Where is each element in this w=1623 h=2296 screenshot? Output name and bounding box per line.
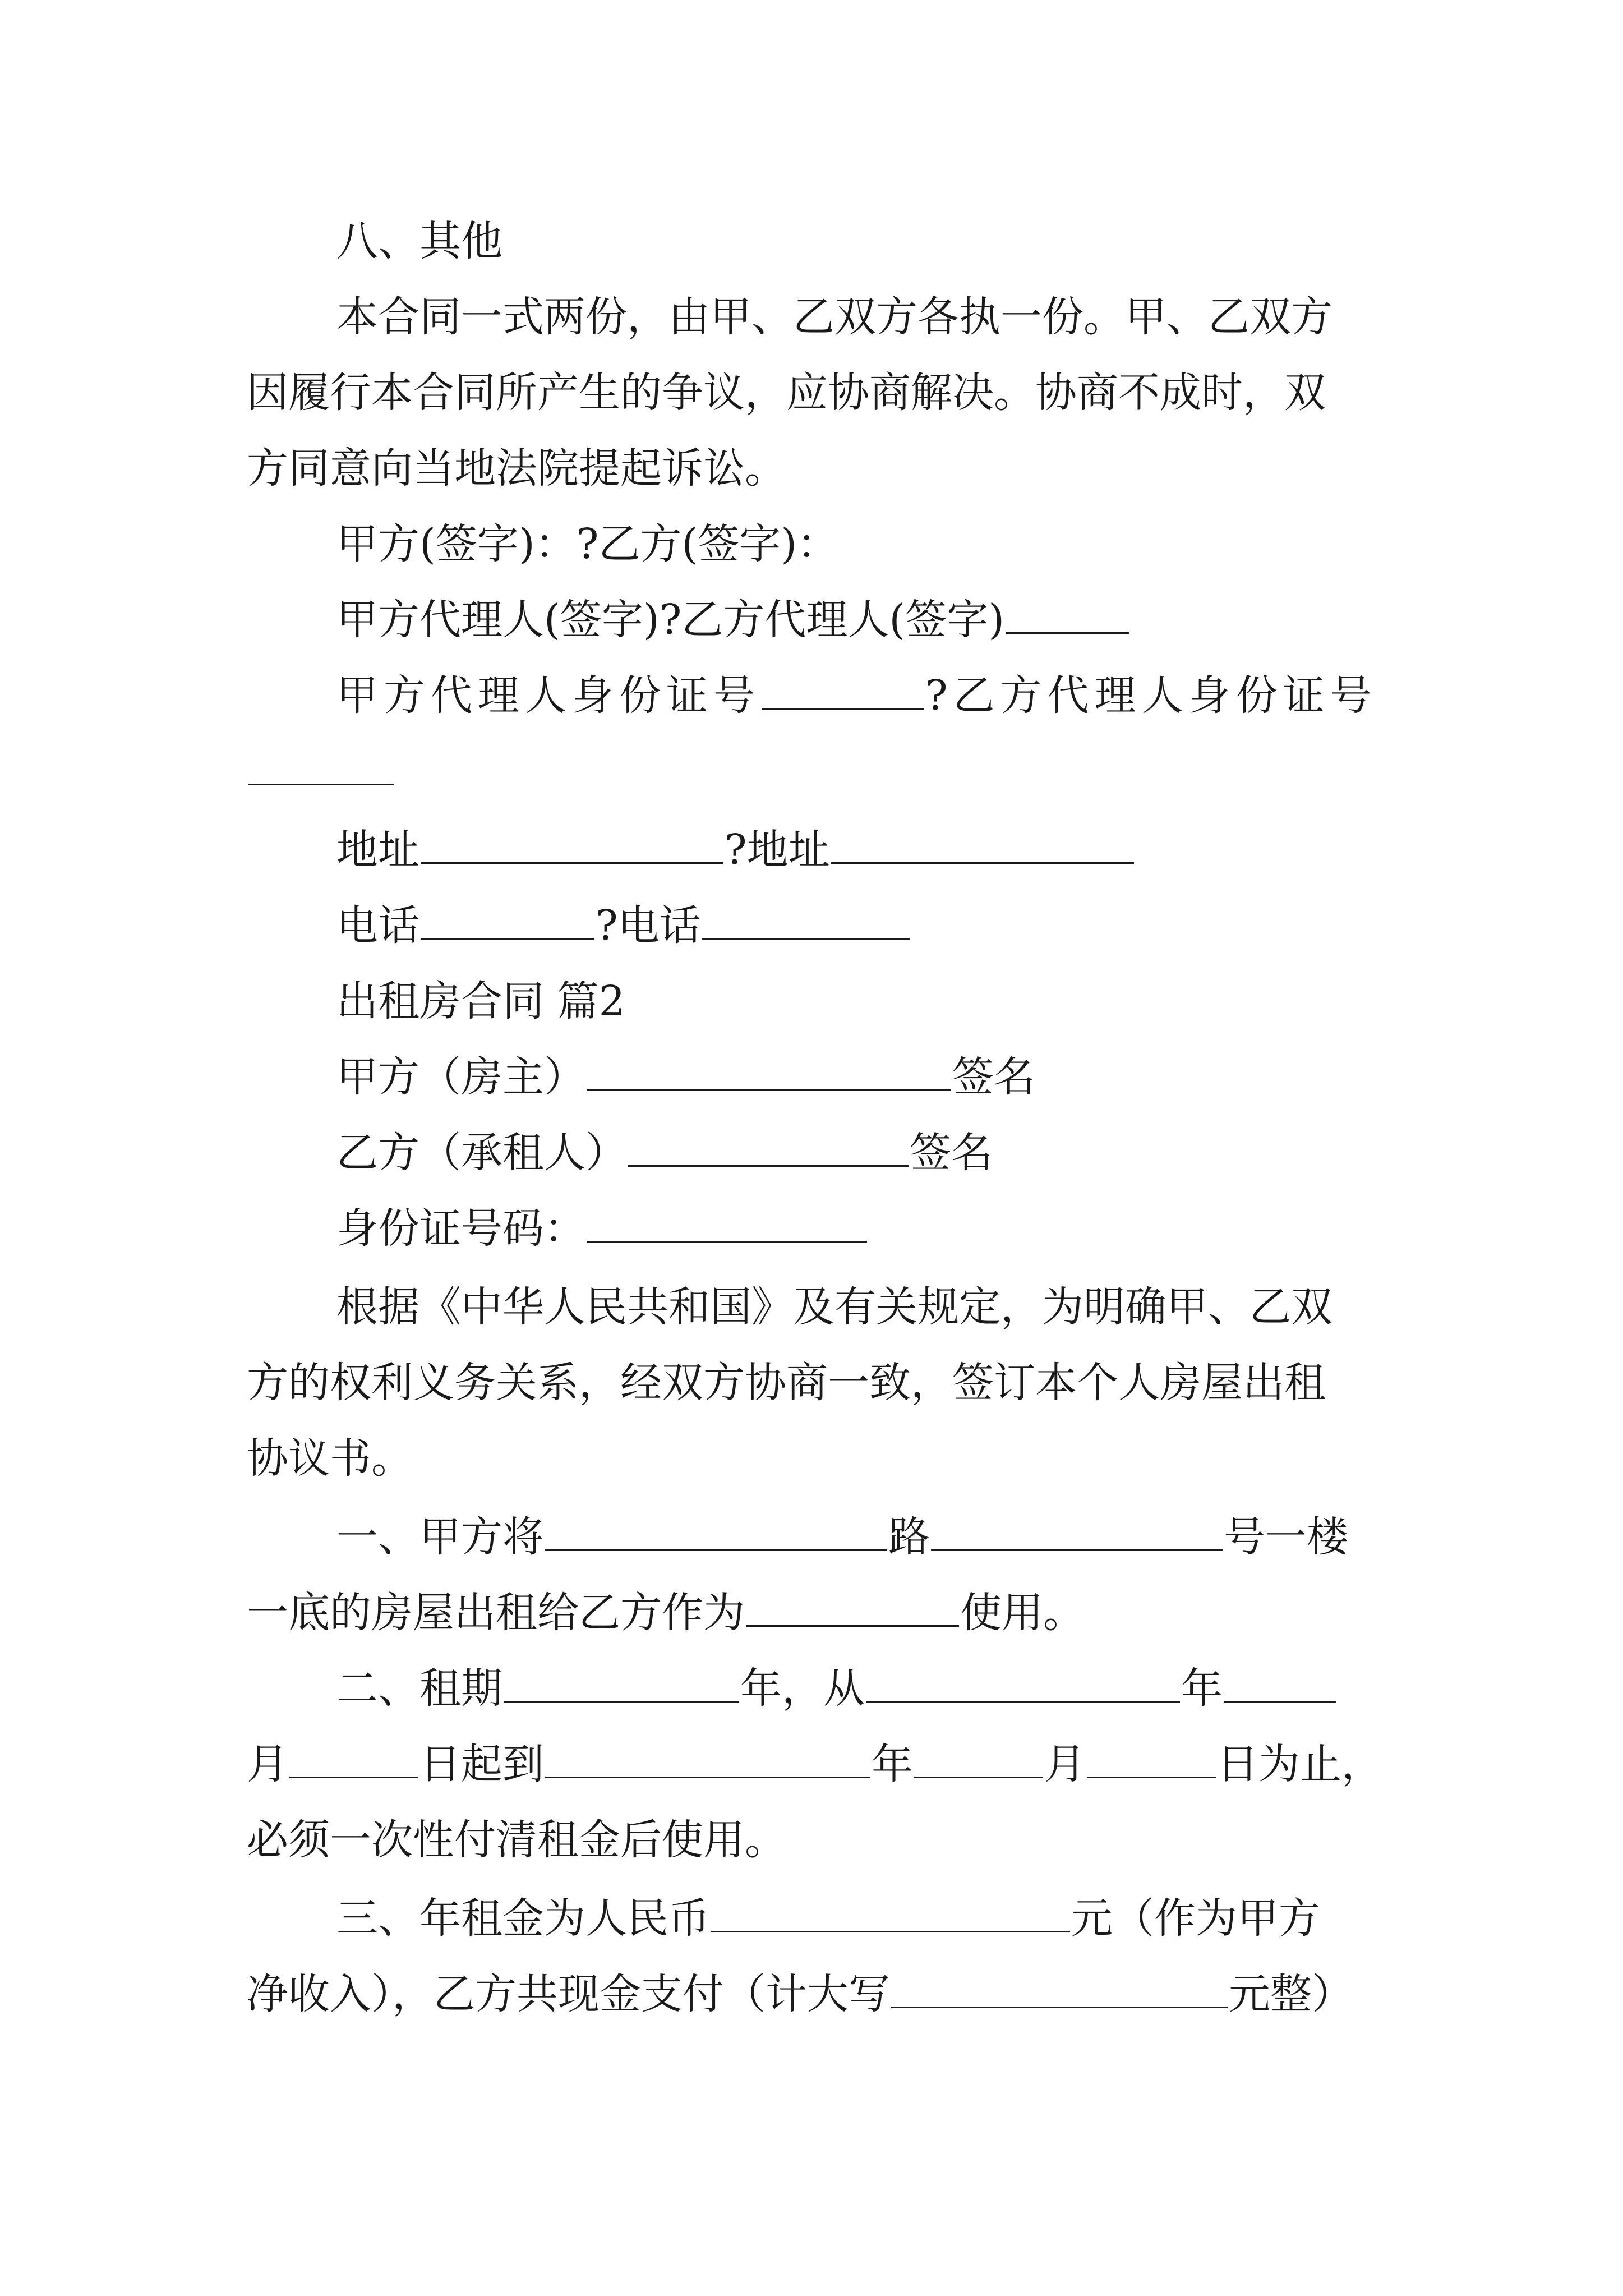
blank-field[interactable] [587,1206,867,1243]
blank-field[interactable] [866,1666,1180,1703]
landlord-line [336,1052,1035,1102]
paragraph-line [336,1282,1332,1332]
address-label: 地址 [336,826,419,874]
contract-title [336,976,625,1027]
blank-field[interactable] [931,1515,1223,1551]
clause-text: 一、甲方将 [336,1513,544,1561]
paragraph-text: 方的权利义务关系，经双方协商一致，签订本个人房屋出租 [247,1359,1326,1407]
blank-field[interactable] [762,673,924,710]
clause-text: 必须一次性付清租金后使用。 [247,1816,786,1864]
clause-text: 一底的房屋出租给乙方作为 [247,1589,745,1637]
tenant-label: 乙方（承租人） [336,1129,627,1177]
sign-label: 签名 [910,1129,993,1177]
phone-label: ?电话 [596,901,701,950]
blank-field[interactable] [914,1742,1043,1778]
paragraph-line [247,443,786,494]
blank-field[interactable] [831,827,1134,864]
section-heading [336,216,502,266]
blank-field[interactable] [891,1972,1228,2008]
blank-field[interactable] [587,1055,951,1091]
paragraph-text: 协议书。 [247,1434,413,1483]
clause-text: 元（作为甲方 [1071,1894,1320,1943]
paragraph-text: 本合同一式两份，由甲、乙双方各执一份。甲、乙双方 [336,293,1332,341]
paragraph-text: 因履行本合同所产生的争议，应协商解决。协商不成时，双 [247,369,1326,417]
clause-text: 路 [888,1513,930,1561]
blank-field[interactable] [1224,1666,1336,1703]
clause-text: 月 [247,1740,288,1788]
signature-line [336,519,838,569]
blank-field[interactable] [746,1590,959,1627]
clause-text: 号一楼 [1224,1513,1348,1561]
clause-text: 三、年租金为人民币 [336,1894,710,1943]
contract-title-text: 出租房合同 篇2 [336,977,625,1025]
blank-field[interactable] [248,749,394,785]
blank-field[interactable] [545,1515,887,1551]
agent-id-line [336,670,1377,721]
signature-text: 甲方(签字)：?乙方(签字)： [336,520,839,568]
clause-line [336,1893,1320,1944]
address-label: ?地址 [725,826,830,874]
blank-field[interactable] [421,903,594,940]
agent-id-label: ?乙方代理人身份证号 [925,671,1377,720]
clause-line [247,1588,1085,1638]
blank-field[interactable] [1087,1742,1216,1778]
paragraph-line [247,1358,1326,1408]
clause-text: 年 [1181,1664,1223,1713]
blank-field[interactable] [1006,597,1129,634]
blank-field[interactable] [289,1742,418,1778]
clause-line [336,1663,1337,1714]
agent-signature-text: 甲方代理人(签字)?乙方代理人(签字) [336,596,1005,644]
blank-field[interactable] [702,903,910,940]
address-line [336,825,1135,875]
paragraph-text: 根据《中华人民共和国》及有关规定，为明确甲、乙双 [336,1283,1332,1331]
clause-text: 日起到 [419,1740,544,1788]
clause-line [336,1512,1348,1562]
sign-label: 签名 [952,1053,1035,1101]
clause-text: 月 [1044,1740,1086,1788]
blank-field[interactable] [545,1742,870,1778]
clause-line [247,1815,786,1865]
clause-text: 使用。 [960,1589,1085,1637]
blank-field[interactable] [504,1666,739,1703]
clause-text: 年 [872,1740,913,1788]
clause-text: 日为止， [1217,1740,1383,1788]
clause-line [247,1969,1353,2019]
paragraph-line [247,1433,413,1484]
phone-label: 电话 [336,901,419,950]
clause-text: 二、租期 [336,1664,502,1713]
clause-text: 年，从 [740,1664,865,1713]
agent-signature-line [336,595,1130,645]
tenant-line [336,1128,993,1178]
paragraph-line [247,367,1326,418]
id-number-line [336,1203,868,1254]
clause-line [247,1739,1383,1789]
paragraph-text: 方同意向当地法院提起诉讼。 [247,444,786,493]
blank-field[interactable] [711,1896,1070,1932]
landlord-label: 甲方（房主） [336,1053,585,1101]
paragraph-line [336,292,1332,342]
agent-id-continuation [247,746,395,797]
blank-field[interactable] [421,827,723,864]
heading-text: 八、其他 [336,217,502,265]
agent-id-label: 甲方代理人身份证号 [336,671,760,720]
blank-field[interactable] [628,1130,909,1167]
phone-line [336,900,911,951]
clause-text: 净收入），乙方共现金支付（计大写 [247,1970,890,2018]
clause-text: 元整） [1229,1970,1353,2018]
id-number-label: 身份证号码： [336,1204,585,1253]
